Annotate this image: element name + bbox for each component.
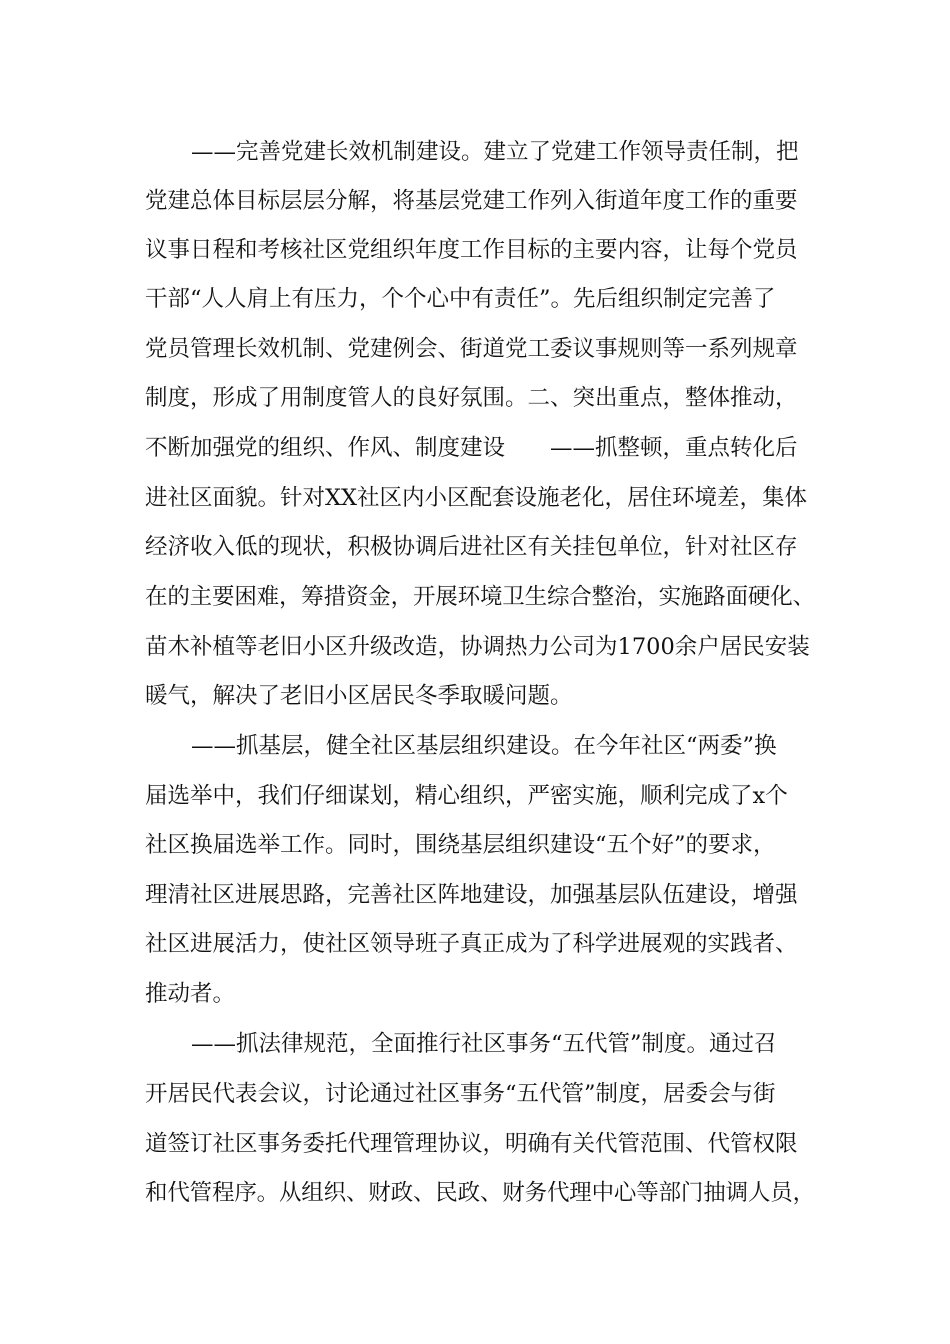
text-line: 干部“人人肩上有压力，个个心中有责任”。先后组织制定完善了 [145, 286, 776, 312]
text-line: 苗木补植等老旧小区升级改造，协调热力公司为1700余户居民安装 [145, 634, 810, 660]
text-line: 届选举中，我们仔细谋划，精心组织，严密实施，顺利完成了x个 [145, 783, 788, 809]
text-line: 推动者。 [145, 981, 236, 1007]
text-line: 进社区面貌。针对XX社区内小区配套设施老化，居住环境差，集体 [145, 485, 808, 511]
text-line: 社区进展活力，使社区领导班子真正成为了科学进展观的实践者、 [145, 931, 798, 957]
text-line: 开居民代表会议，讨论通过社区事务“五代管”制度，居委会与街 [145, 1081, 776, 1107]
text-line: 社区换届选举工作。同时，围绕基层组织建设“五个好”的要求， [145, 832, 776, 858]
text-line: 制度，形成了用制度管人的良好氛围。二、突出重点，整体推动， [145, 385, 798, 411]
text-line: 和代管程序。从组织、财政、民政、财务代理中心等部门抽调人员， [145, 1180, 815, 1206]
text-line: 经济收入低的现状，积极协调后进社区有关挂包单位，针对社区存 [145, 534, 798, 560]
text-line: 党建总体目标层层分解，将基层党建工作列入街道年度工作的重要 [145, 188, 798, 214]
text-line: 在的主要困难，筹措资金，开展环境卫生综合整治，实施路面硬化、 [145, 584, 815, 610]
text-line: 不断加强党的组织、作风、制度建设 ——抓整顿，重点转化后 [145, 435, 798, 461]
text-line: ——完善党建长效机制建设。建立了党建工作领导责任制，把 [191, 139, 799, 165]
text-line: 议事日程和考核社区党组织年度工作目标的主要内容，让每个党员 [145, 237, 798, 263]
text-line: 暖气，解决了老旧小区居民冬季取暖问题。 [145, 683, 573, 709]
text-line: 理清社区进展思路，完善社区阵地建设，加强基层队伍建设，增强 [145, 882, 798, 908]
text-line: ——抓法律规范，全面推行社区事务“五代管”制度。通过召 [191, 1031, 777, 1057]
text-line: 道签订社区事务委托代理管理协议，明确有关代管范围、代管权限 [145, 1131, 798, 1157]
text-line: 党员管理长效机制、党建例会、街道党工委议事规则等一系列规章 [145, 336, 798, 362]
text-line: ——抓基层，健全社区基层组织建设。在今年社区“两委”换 [191, 733, 777, 759]
